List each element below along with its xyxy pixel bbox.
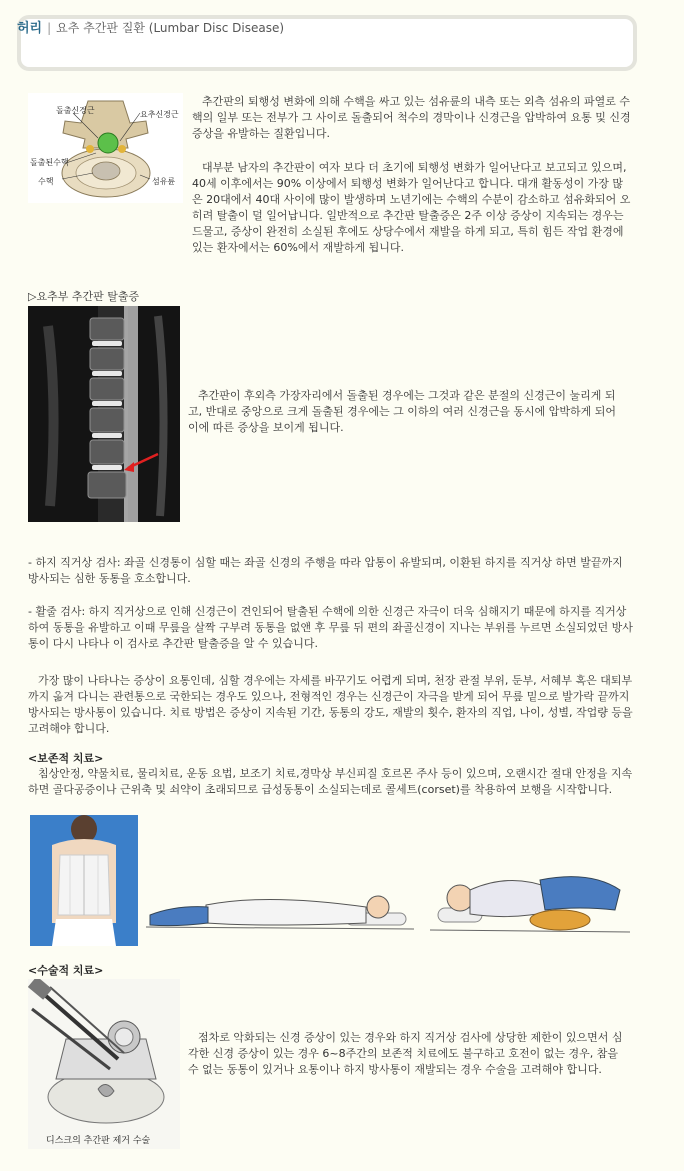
lying-side-illustration — [430, 850, 630, 940]
lying-supine-illustration — [146, 875, 416, 935]
page-title — [17, 17, 284, 36]
intro-paragraph-2: 대부분 남자의 추간판이 여자 보다 더 초기에 퇴행성 변화가 일어난다고 보고되고 있으며, 40세 이후에서는 90% 이상에서 퇴행성 변화가 일어난다고 합니다. 대개 활동성이 가장 많은 20대에서 40대 사이에 많이 발생하며 노년기에는 수핵의 수분이 감소하고 섬유화되어 오히려 탈출이 덜 일어납니다. 일반적으로 추간판 탈출증은 2주 이상 증상이 지속되는 경우는 드물고, 증상이 완전히 소실된 후에도 상당수에서 재발을 하게 되고, 특히 힘든 작업 환경에 있는 환자에서는 60%에서 재발하게 됩니다. — [192, 161, 631, 254]
label-lumbar-nerve-root: 요추신경근 — [140, 110, 179, 119]
intro-paragraph-1: 추간판의 퇴행성 변화에 의해 수핵을 싸고 있는 섬유륜의 내측 또는 외측 섬유의 파열로 수핵의 일부 또는 전부가 그 사이로 돌출되어 척수의 경막이나 신경근을 압박하여 요통 및 신경 증상을 유발하는 질환입니다. — [192, 95, 631, 140]
mri-image — [28, 306, 180, 522]
lumbar-description: 추간판이 후외측 가장자리에서 돌출된 경우에는 그것과 같은 분절의 신경근이 눌리게 되고, 반대로 중앙으로 크게 돌출된 경우에는 그 이하의 여러 신경근을 동시에 압박하게 되어 이에 따른 증상을 보이게 됩니다. — [188, 389, 616, 434]
label-protruded-nerve-root: 돌출신경근 — [56, 106, 95, 115]
corset-photo — [30, 815, 138, 946]
bowstring-test: - 활줄 검사: 하지 직거상으로 인해 신경근이 견인되어 탈출된 수핵에 의한 신경근 자극이 더욱 심해지기 때문에 하지를 직거상하여 동통을 유발하고 이때 무릎을 살짝 구부려 동통을 없앤 후 무릎 뒤 편의 좌골신경이 지나는 부위를 누르면 소실되었던 방사통이 다시 나타나 이 검사로 추간판 탈출증을 알 수 있습니다. — [28, 605, 633, 650]
title-text: 요추 추간판 질환 (Lumbar Disc Disease) — [56, 21, 285, 35]
symptoms-paragraph: 가장 많이 나타나는 증상이 요통인데, 심할 경우에는 자세를 바꾸기도 어렵게 되며, 천장 관절 부위, 둔부, 서혜부 혹은 대퇴부까지 옮겨 다니는 관련통으로 국한되는 경우도 있으나, 전형적인 경우는 신경근이 자극을 받게 되어 무릎 밑으로 발가락 끝까지 방사되는 방사통이 있습니다. 치료 방법은 증상이 지속된 기간, 동통의 강도, 재발의 횟수, 환자의 직업, 나이, 성별, 작업량 등을 고려해야 합니다. — [28, 674, 633, 735]
label-nucleus: 수핵 — [38, 177, 54, 186]
surgery-caption: 디스크의 추간판 제거 수술 — [46, 1136, 151, 1146]
conservative-heading: <보존적 치료> — [28, 752, 104, 765]
title-separator: | — [47, 21, 52, 35]
conservative-text: 침상안정, 약물치료, 물리치료, 운동 요법, 보조기 치료,경막상 부신피질 호르몬 주사 등이 있으며, 오랜시간 절대 안정을 지속하면 골다공증이나 근위축 및 쇠약이 초래되므로 급성동통이 소실되는데로 콜세트(corset)를 착용하여 보행을 시작합니다. — [28, 767, 633, 796]
spine-cross-section-figure — [28, 93, 183, 203]
label-annulus: 섬유륜 — [152, 177, 176, 186]
lumbar-heading: ▷요추부 추간판 탈출증 — [28, 290, 140, 303]
surgery-illustration — [28, 979, 180, 1149]
category-label: 허리 — [17, 21, 43, 36]
straight-leg-raise-test: - 하지 직거상 검사: 좌골 신경통이 심할 때는 좌골 신경의 주행을 따라 압통이 유발되며, 이환된 하지를 직거상 하면 발끝까지 방사되는 심한 동통을 호소합니다. — [28, 556, 623, 585]
surgical-heading: <수술적 치료> — [28, 964, 104, 977]
label-herniated-nucleus: 돌출된수핵 — [30, 158, 69, 167]
surgical-text: 점차로 악화되는 신경 증상이 있는 경우와 하지 직거상 검사에 상당한 제한이 있으면서 심각한 신경 증상이 있는 경우 6~8주간의 보존적 치료에도 불구하고 호전이 없는 경우, 참을 수 없는 동통이 있거나 요통이나 하지 방사통이 재발되는 경우 수술을 고려해야 합니다. — [188, 1031, 623, 1076]
